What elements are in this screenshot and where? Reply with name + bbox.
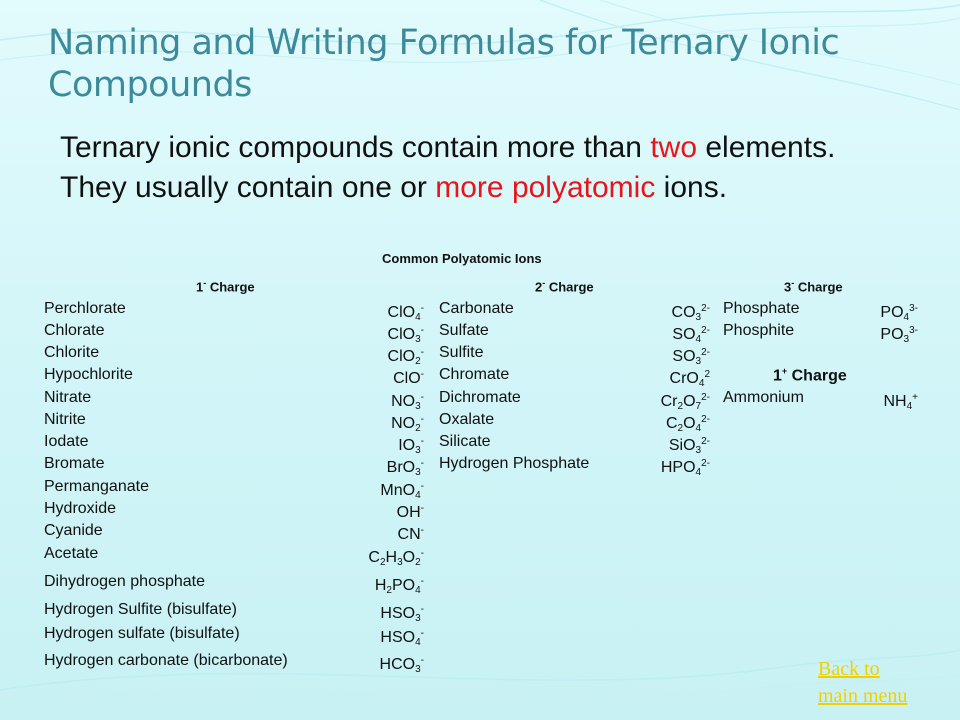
ion-formula: SiO$_3^{2-}$: [668, 436, 710, 456]
ion-formula: $CO_3^{2-}$: [671, 303, 710, 323]
ion-name: Hydrogen sulfate (bisulfate): [44, 625, 240, 642]
ion-name: Phosphate: [723, 300, 800, 317]
intro-highlight-more: more: [435, 171, 504, 204]
ion-formula: CrO$_4^2$: [669, 369, 710, 389]
ion-name: Sulfite: [439, 344, 484, 361]
ion-name: Chlorite: [44, 344, 100, 361]
ion-formula: $HCO_3^-$: [379, 655, 424, 675]
header-1-plus-charge: 1+ Charge: [773, 366, 847, 385]
ion-formula: ClO$_2$-: [387, 347, 424, 367]
ion-name: Dihydrogen phosphate: [44, 573, 206, 590]
intro-text-4: ions.: [655, 171, 728, 204]
ion-name: Hydrogen carbonate (bicarbonate): [44, 652, 288, 669]
ion-name: Hydroxide: [44, 500, 117, 517]
ion-name: Dichromate: [439, 389, 521, 406]
ion-formula: $C_2O_4^{2-}$: [665, 414, 710, 434]
ion-name: Hydrogen Sulfite (bisulfate): [44, 601, 237, 618]
ion-formula: $PO_3^{3-}$: [880, 325, 918, 345]
ion-name: Phosphite: [723, 322, 795, 339]
table-title: Common Polyatomic Ions: [382, 251, 542, 266]
ion-formula: $SO_3^{2-}$: [672, 347, 710, 367]
ion-formula: MnO$_4$-: [380, 481, 424, 501]
ion-formula: $SO_4^{2-}$: [672, 325, 710, 345]
ion-formula: $PO_4^{3-}$: [880, 303, 918, 323]
ion-formula: $NH_4^+$: [883, 392, 918, 412]
ion-formula: ClO$_3$-: [387, 325, 424, 345]
ion-name: Carbonate: [439, 300, 514, 317]
ion-formula: $H_2PO_4^-$: [374, 576, 424, 596]
ion-name: Acetate: [44, 545, 99, 562]
header-3-minus-charge: 3- Charge: [784, 278, 843, 295]
intro-highlight-two: two: [650, 131, 698, 164]
ion-formula: $C_2H_3O_2^-$: [368, 548, 424, 568]
ion-formula: $NO_2^-$: [391, 414, 424, 434]
intro-highlight-polyatomic: polyatomic: [511, 171, 656, 204]
intro-text-2: elements. They usually contain one or: [60, 131, 836, 204]
ion-formula: $Cr_2O_7^{2-}$: [660, 392, 710, 412]
intro-paragraph: [60, 128, 880, 208]
ion-name: Nitrite: [44, 411, 86, 428]
header-2-minus-charge: 2- Charge: [535, 278, 594, 295]
ion-formula: $HSO_3^-$: [380, 604, 424, 624]
ion-name: Chromate: [439, 366, 510, 383]
ion-formula: $IO_3^-$: [398, 436, 424, 456]
ion-name: Hydrogen Phosphate: [439, 455, 590, 472]
ion-name: Iodate: [44, 433, 89, 450]
ion-name: Hypochlorite: [44, 366, 133, 383]
slide-title: Naming and Writing Formulas for Ternary Ionic Compounds: [48, 23, 840, 105]
intro-text-1: Ternary ionic compounds contain more than: [60, 131, 651, 164]
ion-name: Silicate: [439, 433, 491, 450]
ion-formula: $NO_3^-$: [391, 392, 424, 412]
ion-formula: $HPO_4^{2-}$: [660, 458, 710, 478]
back-to-main-menu-link[interactable]: Back to main menu: [818, 658, 908, 707]
ion-formula: BrO$_3$-: [386, 458, 424, 478]
ion-name: Nitrate: [44, 389, 92, 406]
ion-formula: ClO$_4$-: [387, 303, 424, 323]
ion-name: Oxalate: [439, 411, 495, 428]
ion-formula: ClO-: [393, 369, 424, 387]
ion-name: Chlorate: [44, 322, 105, 339]
ion-formula: $HSO_4^-$: [380, 628, 424, 648]
intro-text-3: [504, 171, 512, 204]
ion-name: Sulfate: [439, 322, 489, 339]
ion-name: Ammonium: [723, 389, 804, 406]
header-1-minus-charge: 1- Charge: [196, 278, 255, 295]
ion-name: Permanganate: [44, 478, 149, 495]
ion-name: Perchlorate: [44, 300, 126, 317]
ion-formula: CN-: [397, 525, 424, 543]
ion-formula: OH-: [396, 503, 424, 521]
ion-name: Bromate: [44, 455, 105, 472]
ion-name: Cyanide: [44, 522, 103, 539]
